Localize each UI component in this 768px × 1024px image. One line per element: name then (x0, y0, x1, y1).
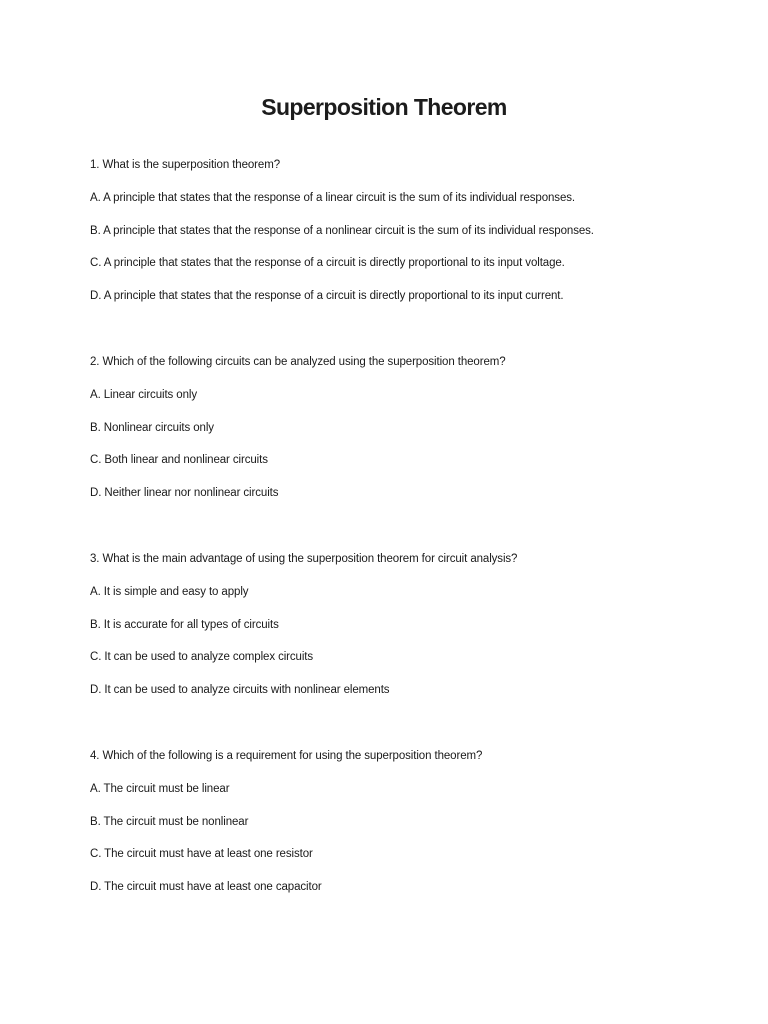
answer-option-a: A. The circuit must be linear (90, 783, 230, 795)
question-text: 4. Which of the following is a requirement for using the superposition theorem? (90, 750, 483, 762)
answer-option-c: C. A principle that states that the response of a circuit is directly proportional to its input voltage. (90, 257, 565, 269)
answer-option-d: D. It can be used to analyze circuits with nonlinear elements (90, 684, 390, 696)
answer-option-b: B. Nonlinear circuits only (90, 422, 214, 434)
question-text: 3. What is the main advantage of using the superposition theorem for circuit analysis? (90, 553, 518, 565)
answer-option-c: C. The circuit must have at least one resistor (90, 848, 313, 860)
answer-option-a: A. Linear circuits only (90, 389, 197, 401)
answer-option-d: D. Neither linear nor nonlinear circuits (90, 487, 279, 499)
answer-option-c: C. It can be used to analyze complex circuits (90, 651, 314, 663)
answer-option-a: A. A principle that states that the response of a linear circuit is the sum of its individual responses. (90, 192, 575, 204)
answer-option-b: B. The circuit must be nonlinear (90, 816, 249, 828)
question-text: 2. Which of the following circuits can be analyzed using the superposition theorem? (90, 356, 506, 368)
answer-option-b: B. A principle that states that the response of a nonlinear circuit is the sum of its individual responses. (90, 225, 594, 237)
answer-option-d: D. The circuit must have at least one capacitor (90, 881, 322, 893)
answer-option-d: D. A principle that states that the response of a circuit is directly proportional to its input current. (90, 290, 564, 302)
answer-option-c: C. Both linear and nonlinear circuits (90, 454, 268, 466)
page-title: Superposition Theorem (261, 94, 507, 120)
answer-option-a: A. It is simple and easy to apply (90, 586, 249, 598)
question-text: 1. What is the superposition theorem? (90, 159, 280, 171)
answer-option-b: B. It is accurate for all types of circuits (90, 619, 279, 631)
